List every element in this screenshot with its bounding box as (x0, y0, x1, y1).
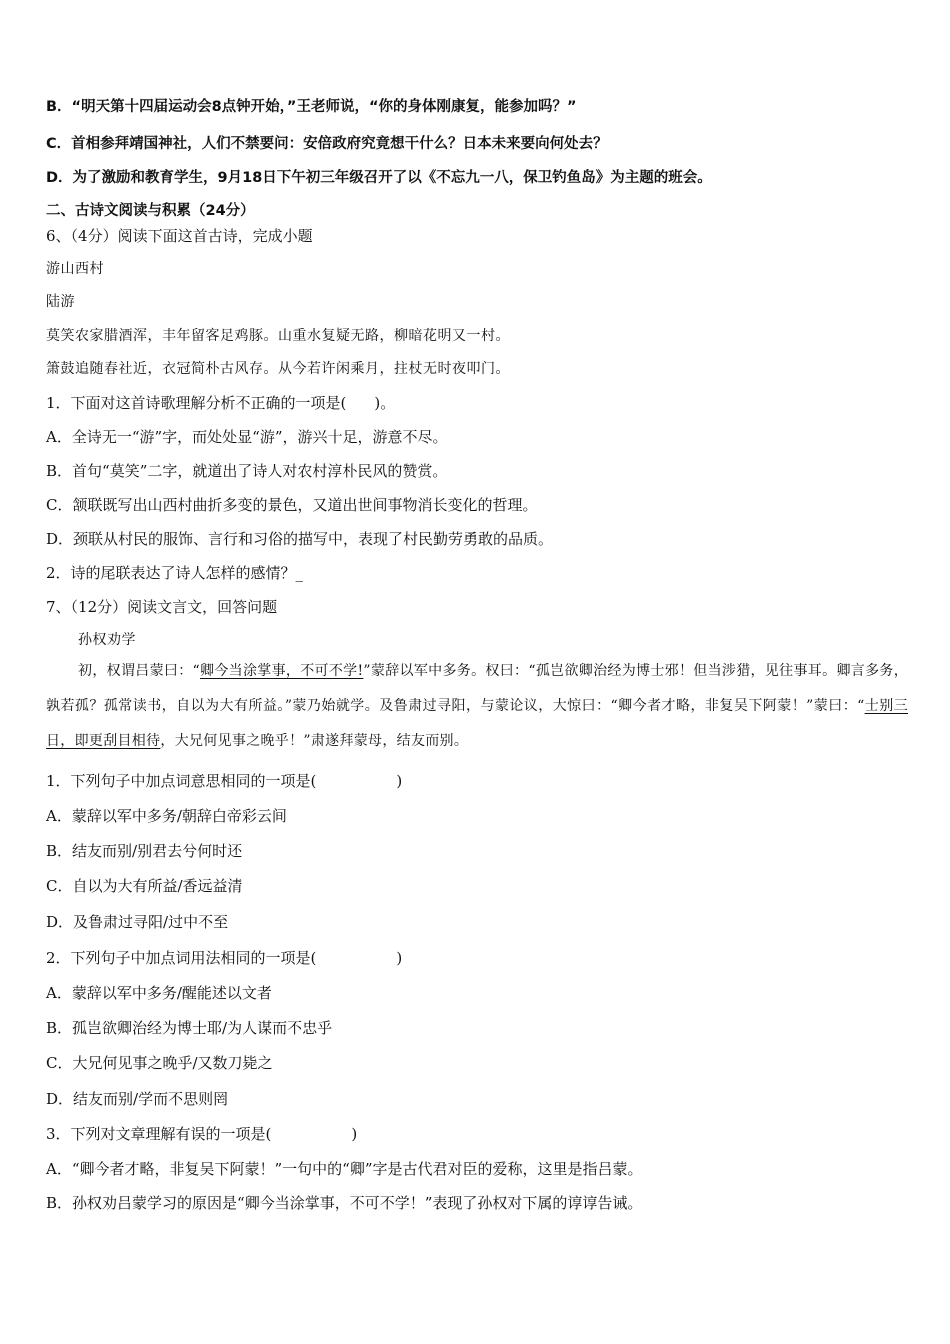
q7-sub1-stem (46, 770, 402, 792)
q7-sub3-stem (46, 1123, 357, 1145)
q6-sub2-stem: 2．诗的尾联表达了诗人怎样的感情？_ (46, 564, 304, 582)
q7-sub2-stem-pre: 2．下列句子中加点词用法相同的一项是( (46, 949, 317, 967)
poem-title: 游山西村 (46, 261, 104, 277)
q7-sub1-option-d: D．及鲁肃过寻阳/过中不至 (46, 913, 229, 931)
q7-sub1-stem-pre: 1．下列句子中加点词意思相同的一项是( (46, 772, 317, 790)
poem-line-1: 莫笑农家腊酒浑，丰年留客足鸡豚。山重水复疑无路，柳暗花明又一村。 (46, 328, 510, 344)
essay-paragraph (46, 654, 908, 759)
q6-sub1-option-d: D．颈联从村民的服饰、言行和习俗的描写中，表现了村民勤劳勇敢的品质。 (46, 530, 554, 548)
essay-text-b: ”蒙辞以军中多务。权曰：“孤岂欲卿治经为博士邪！但当涉猎，见往事耳。卿言多务，孰若孤？孤常读书，自以为大有所益。”蒙乃始就学。及鲁肃过寻阳，与蒙论议，大惊曰：“卿今者才略，非复吴下阿蒙！”蒙曰：“ (46, 663, 909, 714)
section2-title: 二、古诗文阅读与积累（24分） (46, 203, 255, 219)
q7-sub2-option-c: C．大兄何见事之晚乎/又数刀毙之 (46, 1054, 273, 1072)
q7-sub2-stem (46, 947, 402, 969)
q6-sub1-option-a: A．全诗无一“游”字，而处处显“游”，游兴十足，游意不尽。 (46, 428, 448, 446)
essay-title: 孙权劝学 (78, 632, 136, 648)
q6-stem: 6、（4分）阅读下面这首古诗，完成小题 (46, 227, 313, 245)
essay-underlined-1: 卿今当涂掌事，不可不学! (199, 663, 364, 679)
q7-sub2-option-d: D．结友而别/学而不思则罔 (46, 1090, 229, 1108)
q7-sub1-option-c: C．自以为大有所益/香远益清 (46, 877, 243, 895)
q7-sub1-option-b: B．结友而别/别君去兮何时还 (46, 842, 243, 860)
essay-text-a: 初，权谓吕蒙曰：“ (78, 663, 200, 679)
q7-sub2-option-b: B．孤岂欲卿治经为博士耶/为人谋而不忠乎 (46, 1019, 333, 1037)
q7-sub3-stem-post: ) (351, 1125, 358, 1143)
q6-sub1-option-b: B．首句“莫笑”二字，就道出了诗人对农村淳朴民风的赞赏。 (46, 462, 448, 480)
q6-sub1-option-c: C．颔联既写出山西村曲折多变的景色，又道出世间事物消长变化的哲理。 (46, 496, 538, 514)
q6-sub1-stem (46, 392, 395, 414)
q5-option-c: C．首相参拜靖国神社，人们不禁要问：安倍政府究竟想干什么？日本未来要向何处去？ (46, 136, 608, 152)
poem-author: 陆游 (46, 294, 75, 310)
q7-sub1-option-a: A．蒙辞以军中多务/朝辞白帝彩云间 (46, 807, 287, 825)
q6-sub1-stem-post: )。 (374, 394, 396, 412)
q7-sub3-option-b: B．孙权劝吕蒙学习的原因是“卿今当涂掌事，不可不学！”表现了孙权对下属的谆谆告诫。 (46, 1194, 643, 1212)
essay-underlined-2: 士别三日，即更刮目相待 (46, 698, 909, 749)
q7-sub2-option-a: A．蒙辞以军中多务/醒能述以文者 (46, 984, 272, 1002)
q6-sub1-stem-pre: 1．下面对这首诗歌理解分析不正确的一项是( (46, 394, 347, 412)
q7-stem: 7、（12分）阅读文言文，回答问题 (46, 598, 278, 616)
q7-sub2-stem-post: ) (396, 949, 403, 967)
q5-option-b: B．“明天第十四届运动会8点钟开始，”王老师说，“你的身体刚康复，能参加吗？” (46, 99, 577, 115)
essay-text-c: ，大兄何见事之晚乎！”肃遂拜蒙母，结友而别。 (160, 733, 469, 749)
q7-sub3-option-a: A．“卿今者才略，非复吴下阿蒙！”一句中的“卿”字是古代君对臣的爱称，这里是指吕蒙。 (46, 1160, 643, 1178)
poem-line-2: 箫鼓追随春社近，衣冠简朴古风存。从今若许闲乘月，拄杖无时夜叩门。 (46, 361, 510, 377)
q7-sub3-stem-pre: 3．下列对文章理解有误的一项是( (46, 1125, 272, 1143)
q5-option-d: D．为了激励和教育学生，9月18日下午初三年级召开了以《不忘九一八，保卫钓鱼岛》为主题的班会。 (46, 170, 712, 186)
q7-sub1-stem-post: ) (396, 772, 403, 790)
